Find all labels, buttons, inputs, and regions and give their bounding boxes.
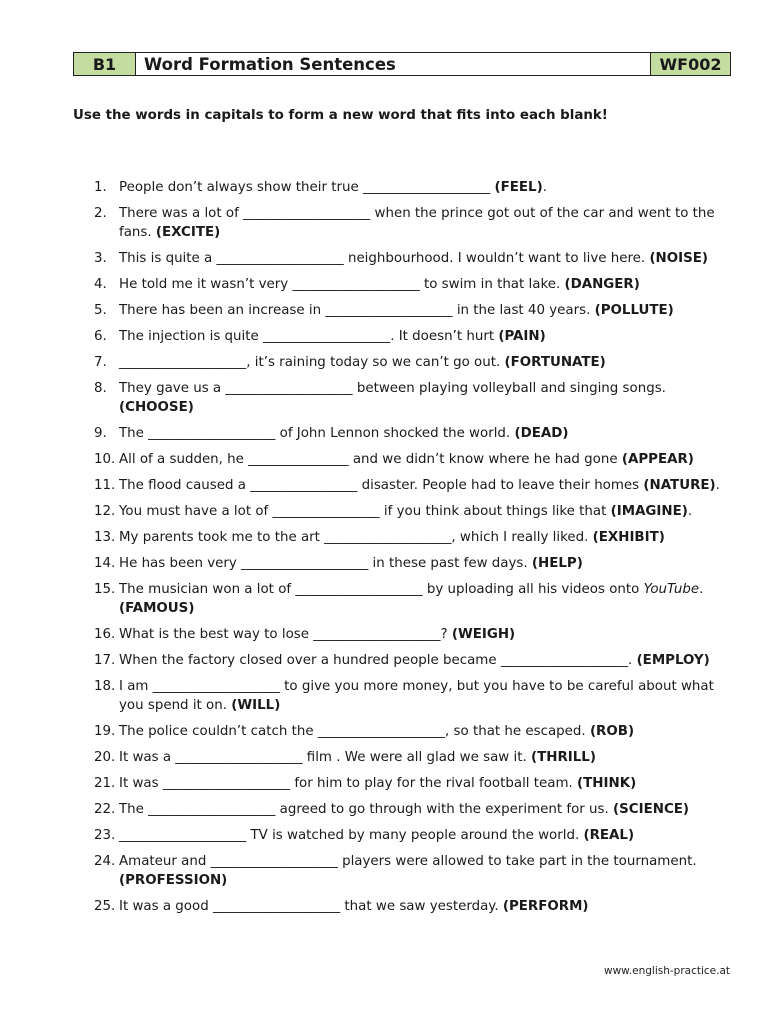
exercise-sentence	[119, 275, 738, 294]
sentence-text: Amateur and ___________________ players were allowed to take part in the tournament.	[119, 854, 697, 869]
sentence-text: He told me it wasn’t very ___________________ to swim in that lake.	[119, 277, 565, 292]
exercise-item	[94, 275, 738, 294]
root-word: (EXCITE)	[155, 225, 221, 240]
exercise-item	[94, 476, 738, 495]
exercise-sentence	[119, 677, 738, 715]
sentence-text: .	[542, 180, 547, 195]
root-word: (PERFORM)	[502, 899, 589, 914]
sentence-text: My parents took me to the art ___________________, which I really liked.	[119, 530, 593, 545]
exercise-sentence	[119, 774, 738, 793]
sentence-text: The injection is quite ___________________. It doesn’t hurt	[119, 329, 499, 344]
sentence-text: .	[699, 582, 704, 597]
root-word: (FORTUNATE)	[504, 355, 606, 370]
sentence-text: It was ___________________ for him to play for the rival football team.	[119, 776, 578, 791]
exercise-number: 6.	[94, 329, 107, 344]
root-word: (CHOOSE)	[119, 400, 194, 415]
sentence-text: The police couldn’t catch the ___________________, so that he escaped.	[119, 724, 590, 739]
root-word: (DEAD)	[514, 426, 569, 441]
exercise-number: 23.	[94, 828, 116, 843]
exercise-sentence	[119, 625, 738, 644]
sentence-text: There has been an increase in ___________________ in the last 40 years.	[119, 303, 595, 318]
worksheet-header	[73, 52, 731, 76]
exercise-number: 2.	[94, 206, 107, 221]
exercise-sentence	[119, 249, 738, 268]
exercise-sentence	[119, 554, 738, 573]
sentence-text: It was a ___________________ film . We were all glad we saw it.	[119, 750, 531, 765]
sentence-text: When the factory closed over a hundred people became ___________________.	[119, 653, 637, 668]
worksheet-code: WF002	[650, 53, 730, 75]
root-word: (FEEL)	[494, 180, 543, 195]
exercise-item	[94, 379, 738, 417]
exercise-item	[94, 897, 738, 916]
exercise-item	[94, 852, 738, 890]
exercise-sentence	[119, 379, 738, 417]
sentence-text: You must have a lot of ________________ if you think about things like that	[119, 504, 611, 519]
root-word: (APPEAR)	[621, 452, 694, 467]
exercise-number: 7.	[94, 355, 107, 370]
exercise-number: 25.	[94, 899, 116, 914]
root-word: (NATURE)	[643, 478, 716, 493]
root-word: (REAL)	[583, 828, 635, 843]
sentence-text: The ___________________ agreed to go through with the experiment for us.	[119, 802, 614, 817]
exercise-item	[94, 625, 738, 644]
exercise-sentence	[119, 424, 738, 443]
exercise-item	[94, 748, 738, 767]
exercise-number: 21.	[94, 776, 116, 791]
instructions: Use the words in capitals to form a new word that fits into each blank!	[73, 108, 608, 123]
sentence-text: This is quite a ___________________ neighbourhood. I wouldn’t want to live here.	[119, 251, 650, 266]
exercise-number: 14.	[94, 556, 116, 571]
sentence-text: What is the best way to lose ___________________?	[119, 627, 452, 642]
exercise-sentence	[119, 800, 738, 819]
root-word: (EXHIBIT)	[592, 530, 665, 545]
sentence-text: .	[687, 504, 693, 519]
exercise-sentence	[119, 327, 738, 346]
root-word: (PAIN)	[498, 329, 546, 344]
root-word: (THINK)	[577, 776, 637, 791]
exercise-sentence	[119, 897, 738, 916]
root-word: (WILL)	[231, 698, 281, 713]
exercise-number: 5.	[94, 303, 107, 318]
root-word: (ROB)	[589, 724, 635, 739]
root-word: (THRILL)	[531, 750, 596, 765]
sentence-text: They gave us a ___________________ between playing volleyball and singing songs.	[119, 381, 666, 396]
sentence-text: ___________________, it’s raining today so we can’t go out.	[119, 355, 505, 370]
exercise-number: 8.	[94, 381, 107, 396]
exercise-sentence	[119, 528, 738, 547]
exercise-number: 9.	[94, 426, 107, 441]
exercise-item	[94, 502, 738, 521]
sentence-text: It was a good ___________________ that we saw yesterday.	[119, 899, 503, 914]
root-word: (POLLUTE)	[594, 303, 674, 318]
exercise-sentence	[119, 301, 738, 320]
root-word: (SCIENCE)	[613, 802, 690, 817]
root-word: (NOISE)	[649, 251, 709, 266]
exercise-item	[94, 774, 738, 793]
exercise-number: 22.	[94, 802, 116, 817]
root-word: (DANGER)	[564, 277, 640, 292]
root-word: (PROFESSION)	[119, 873, 228, 888]
exercise-item	[94, 204, 738, 242]
exercise-number: 13.	[94, 530, 116, 545]
exercise-sentence	[119, 204, 738, 242]
exercise-item	[94, 528, 738, 547]
footer-url: www.english-practice.at	[603, 965, 730, 977]
sentence-text: ___________________ TV is watched by many people around the world.	[119, 828, 584, 843]
exercise-sentence	[119, 826, 738, 845]
exercise-item	[94, 677, 738, 715]
exercise-number: 10.	[94, 452, 116, 467]
exercise-sentence	[119, 722, 738, 741]
exercise-item	[94, 327, 738, 346]
sentence-text: I am ___________________ to give you more money, but you have to be careful about what you spend it on.	[119, 679, 714, 713]
exercise-item	[94, 249, 738, 268]
exercise-sentence	[119, 852, 738, 890]
exercise-list	[94, 178, 738, 923]
exercise-number: 1.	[94, 180, 107, 195]
exercise-number: 24.	[94, 854, 116, 869]
exercise-sentence	[119, 580, 738, 618]
root-word: (FAMOUS)	[119, 601, 195, 616]
worksheet-title: Word Formation Sentences	[144, 54, 396, 74]
exercise-sentence	[119, 353, 738, 372]
exercise-number: 19.	[94, 724, 116, 739]
sentence-text: The flood caused a ________________ disaster. People had to leave their homes	[119, 478, 644, 493]
exercise-number: 11.	[94, 478, 116, 493]
exercise-item	[94, 301, 738, 320]
exercise-item	[94, 800, 738, 819]
exercise-number: 18.	[94, 679, 116, 694]
root-word: (IMAGINE)	[610, 504, 688, 519]
level-badge: B1	[74, 53, 136, 75]
exercise-item	[94, 353, 738, 372]
exercise-sentence	[119, 476, 738, 495]
exercise-item	[94, 580, 738, 618]
root-word: (HELP)	[531, 556, 583, 571]
sentence-text: The ___________________ of John Lennon shocked the world.	[119, 426, 515, 441]
exercise-item	[94, 178, 738, 197]
exercise-number: 3.	[94, 251, 107, 266]
sentence-text: There was a lot of ___________________ when the prince got out of the car and went to the fans.	[119, 206, 715, 240]
exercise-item	[94, 722, 738, 741]
root-word: (WEIGH)	[451, 627, 516, 642]
exercise-sentence	[119, 502, 738, 521]
exercise-item	[94, 450, 738, 469]
exercise-item	[94, 554, 738, 573]
exercise-sentence	[119, 748, 738, 767]
exercise-number: 17.	[94, 653, 116, 668]
exercise-number: 16.	[94, 627, 116, 642]
sentence-text: .	[715, 478, 720, 493]
exercise-number: 4.	[94, 277, 107, 292]
sentence-text: He has been very ___________________ in these past few days.	[119, 556, 532, 571]
sentence-text: The musician won a lot of ___________________ by uploading all his videos onto	[119, 582, 644, 597]
sentence-text: All of a sudden, he _______________ and we didn’t know where he had gone	[119, 452, 622, 467]
exercise-item	[94, 651, 738, 670]
sentence-text: People don’t always show their true ___________________	[119, 180, 495, 195]
exercise-item	[94, 424, 738, 443]
exercise-sentence	[119, 178, 738, 197]
exercise-number: 15.	[94, 582, 116, 597]
exercise-number: 20.	[94, 750, 116, 765]
exercise-item	[94, 826, 738, 845]
italic-text: YouTube	[643, 582, 700, 597]
exercise-sentence	[119, 651, 738, 670]
exercise-number: 12.	[94, 504, 116, 519]
exercise-sentence	[119, 450, 738, 469]
root-word: (EMPLOY)	[636, 653, 710, 668]
